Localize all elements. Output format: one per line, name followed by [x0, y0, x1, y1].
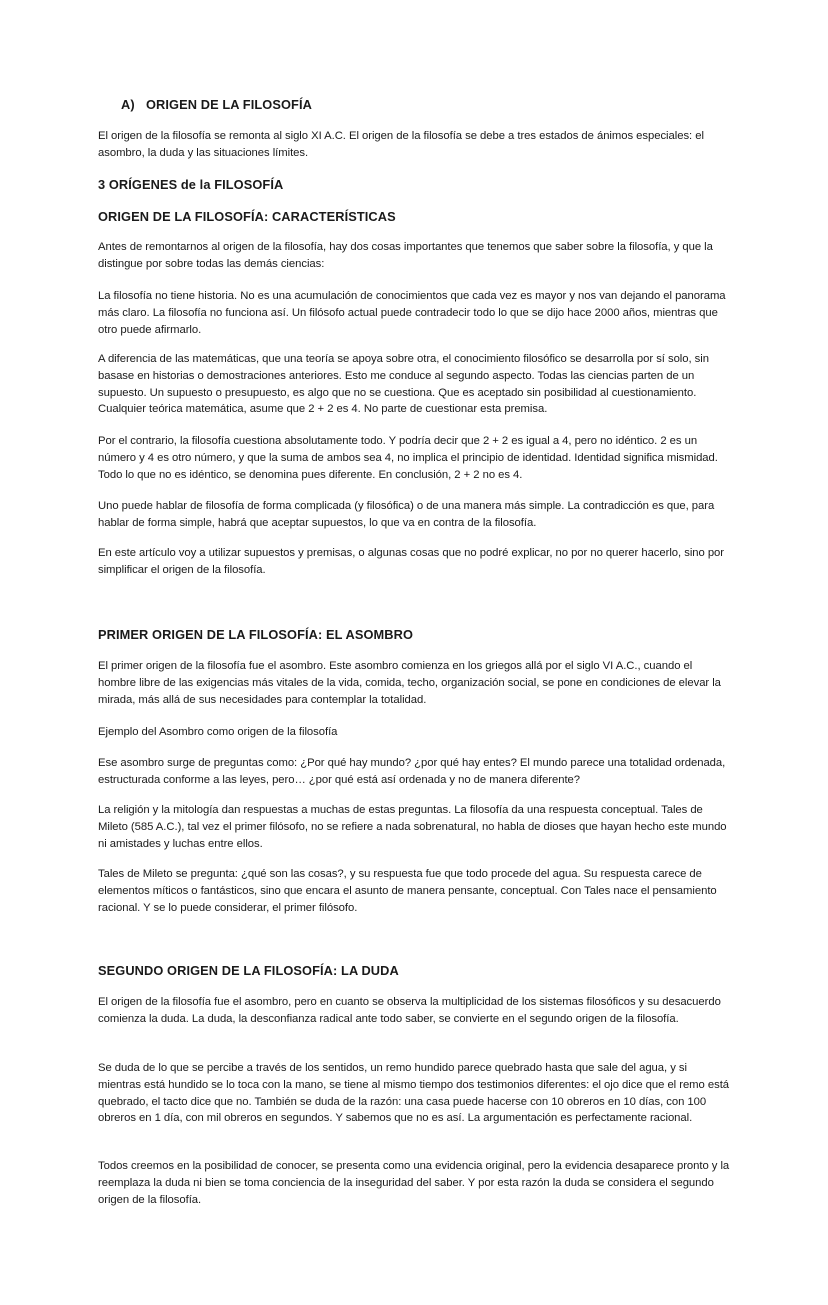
three-origins-heading: 3 ORÍGENES de la FILOSOFÍA [98, 177, 284, 192]
characteristics-heading: ORIGEN DE LA FILOSOFÍA: CARACTERÍSTICAS [98, 209, 396, 224]
characteristics-paragraph: Por el contrario, la filosofía cuestiona absolutamente todo. Y podría decir que 2 + 2 es igual a 4, pero no idéntico. 2 es un número y 4 es otro número, y que la suma de ambos sea 4, no implica el principio de identidad. Identidad significa mismidad. Todo lo que no es idéntico, se denomina pues diferente. En conclusión, 2 + 2 no es 4. [98, 435, 718, 481]
section-a-title: ORIGEN DE LA FILOSOFÍA [146, 97, 312, 112]
first-origin-heading: PRIMER ORIGEN DE LA FILOSOFÍA: EL ASOMBRO [98, 627, 414, 642]
first-origin-paragraph: La religión y la mitología dan respuestas a muchas de estas preguntas. La filosofía da una respuesta conceptual. Tales de Mileto (585 A.C.), tal vez el primer filósofo, no se refiere a nada sobrenatural, no habla de dioses que hayan hecho este mundo ni amistades y luchas entre ellos. [98, 804, 727, 850]
first-origin-subheading: Ejemplo del Asombro como origen de la filosofía [98, 726, 338, 738]
first-origin-paragraph: El primer origen de la filosofía fue el asombro. Este asombro comienza en los griegos allá por el siglo VI A.C., cuando el hombre libre de las exigencias más vitales de la vida, comida, techo, organización social, se pone en condiciones de elevar la mirada, más allá de sus necesidades para contemplar la totalidad. [98, 660, 721, 706]
characteristics-paragraph: A diferencia de las matemáticas, que una teoría se apoya sobre otra, el conocimiento filosófico se desarrolla por sí solo, sin basase en historias o demostraciones anteriores. Esto me conduce al segundo aspecto. Todas las ciencias parten de un supuesto. Un supuesto o presupuesto, es algo que no se cuestiona. Que es aceptado sin posibilidad al cuestionamiento. Cualquier teórica matemática, asume que 2 + 2 es 4. No parte de cuestionar esta premisa. [98, 353, 709, 416]
section-a-heading [121, 96, 753, 114]
first-origin-paragraph: Tales de Mileto se pregunta: ¿qué son las cosas?, y su respuesta fue que todo procede del agua. Su respuesta carece de elementos míticos o fantásticos, sino que encara el asunto de manera pensante, conceptual. Con Tales nace el pensamiento racional. Y se lo puede considerar, el primer filósofo. [98, 868, 717, 914]
characteristics-paragraph: La filosofía no tiene historia. No es una acumulación de conocimientos que cada vez es mayor y nos van dejando el panorama más claro. La filosofía no funciona así. Un filósofo actual puede contradecir todo lo que se dijo hace 2000 años, mientras que otro puede afirmarlo. [98, 290, 726, 336]
second-origin-paragraph: Todos creemos en la posibilidad de conocer, se presenta como una evidencia original, pero la evidencia desaparece pronto y la reemplaza la duda ni bien se toma conciencia de la inseguridad del saber. Y por esta razón la duda se considera el segundo origen de la filosofía. [98, 1160, 730, 1206]
second-origin-paragraph: Se duda de lo que se percibe a través de los sentidos, un remo hundido parece quebrado hasta que sale del agua, y si mientras está hundido se lo toca con la mano, se tiene al mismo tiempo dos testimonios diferentes: el ojo dice que el remo está quebrado, el tacto dice que no. También se duda de la razón: una casa puede hacerse con 10 obreros en 10 días, con 100 obreros en 1 día, con mil obreros en segundos. Y sabemos que no es así. La argumentación es perfectamente racional. [98, 1062, 730, 1125]
characteristics-paragraph: En este artículo voy a utilizar supuestos y premisas, o algunas cosas que no podré explicar, no por no querer hacerlo, sino por simplificar el origen de la filosofía. [98, 547, 725, 576]
characteristics-paragraph: Uno puede hablar de filosofía de forma complicada (y filosófica) o de una manera más simple. La contradicción es que, para hablar de forma simple, habrá que aceptar supuestos, lo que va en contra de la filosofía. [98, 500, 715, 529]
section-a-label: A) [121, 97, 135, 112]
characteristics-paragraph: Antes de remontarnos al origen de la filosofía, hay dos cosas importantes que tenemos que saber sobre la filosofía, y que la distingue por sobre todas las demás ciencias: [98, 241, 713, 270]
second-origin-paragraph: El origen de la filosofía fue el asombro, pero en cuanto se observa la multiplicidad de los sistemas filosóficos y su desacuerdo comienza la duda. La duda, la desconfianza radical ante todo saber, se convierte en el segundo origen de la filosofía. [98, 996, 721, 1025]
intro-paragraph: El origen de la filosofía se remonta al siglo XI A.C. El origen de la filosofía se debe a tres estados de ánimos especiales: el asombro, la duda y las situaciones límites. [98, 130, 704, 159]
second-origin-heading: SEGUNDO ORIGEN DE LA FILOSOFÍA: LA DUDA [98, 963, 399, 978]
first-origin-paragraph: Ese asombro surge de preguntas como: ¿Por qué hay mundo? ¿por qué hay entes? El mundo parece una totalidad ordenada, estructurada conforme a las leyes, pero… ¿por qué está así ordenada y no de manera diferente? [98, 757, 726, 786]
